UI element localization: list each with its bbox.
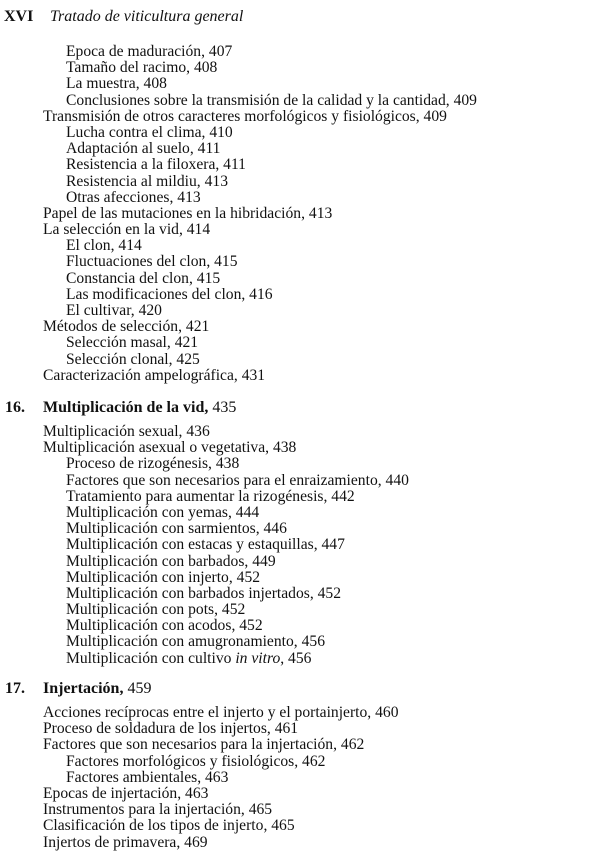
toc-entry-page: 452	[239, 617, 263, 635]
chapter-page: 435	[212, 399, 237, 416]
book-title: Tratado de viticultura general	[50, 8, 244, 25]
toc-entry-page: 409	[453, 91, 477, 109]
toc-entry-page: 413	[308, 204, 333, 222]
toc-entry-title: Resistencia a la filoxera	[66, 156, 216, 174]
toc-entry: Factores ambientales, 463	[66, 768, 229, 786]
toc-entry-title: Multiplicación con sarmientos	[66, 520, 256, 538]
toc-entry: El cultivar, 420	[66, 302, 162, 319]
toc-entry-page: 408	[143, 75, 167, 93]
toc-entry: Factores que son necesarios para el enraizamiento, 440	[66, 471, 409, 489]
toc-entry: Proceso de soldadura de los injertos, 461	[43, 720, 299, 738]
toc-entry-title: Constancia del clon	[66, 269, 189, 287]
toc-entry: Las modificaciones del clon, 416	[66, 285, 273, 303]
toc-entry-title: Adaptación al suelo	[66, 140, 190, 158]
toc-entry: Multiplicación con acodos, 452	[66, 617, 263, 635]
toc-entry-page: 444	[235, 503, 260, 521]
toc-entry: Adaptación al suelo, 411	[66, 140, 221, 158]
toc-entry: Resistencia a la filoxera, 411	[66, 156, 246, 174]
toc-entry-title: Métodos de selección	[43, 318, 179, 336]
toc-entry-title: Epoca de maduración	[66, 43, 202, 60]
toc-entry-page: 409	[423, 107, 447, 125]
toc-entry-title: Otras afecciones	[66, 188, 170, 206]
toc-entry-title: Fluctuaciones del clon	[66, 253, 207, 271]
toc-entry-title: Selección clonal	[66, 350, 169, 368]
toc-entry-page: 416	[249, 285, 273, 303]
toc-entry: Fluctuaciones del clon, 415	[66, 253, 238, 271]
toc-entry: Multiplicación con pots, 452	[66, 601, 246, 619]
toc-chapter-17-list	[0, 705, 600, 851]
toc-entry-page: 456	[288, 649, 312, 667]
toc-entry-page: 421	[174, 334, 199, 352]
toc-entry: Multiplicación asexual o vegetativa, 438	[43, 439, 297, 457]
toc-entry: Multiplicación sexual, 436	[43, 423, 210, 440]
toc-entry-title: La muestra	[66, 75, 136, 93]
toc-entry: Métodos de selección, 421	[43, 318, 210, 336]
toc-entry-page: 460	[375, 704, 399, 721]
toc-entry-title: Factores ambientales	[66, 768, 198, 786]
toc-entry-page: 469	[184, 833, 208, 851]
toc-entry: Multiplicación con cultivo in vitro, 456	[66, 649, 312, 667]
toc-entry: Factores que son necesarios para la injertación, 462	[43, 736, 365, 754]
toc-entry-title: Lucha contra el clima	[66, 123, 202, 141]
toc-entry: Otras afecciones, 413	[66, 188, 201, 206]
toc-entry-title: El cultivar	[66, 302, 131, 319]
toc-entry-title: Factores que son necesarios para el enraizamiento	[66, 471, 378, 489]
toc-entry-title: Instrumentos para la injertación	[43, 801, 241, 819]
chapter-number: 17.	[5, 680, 25, 697]
toc-entry-page: 425	[176, 350, 200, 368]
toc-entry: Proceso de rizogénesis, 438	[66, 455, 240, 473]
toc-entry: Selección clonal, 425	[66, 350, 200, 368]
toc-entry-title: Factores morfológicos y fisiológicos	[66, 752, 295, 770]
toc-entry-title: Proceso de rizogénesis	[66, 455, 209, 473]
toc-entry-page: 452	[317, 584, 341, 602]
toc-entry-title: Multiplicación con pots	[66, 601, 215, 619]
toc-entry-page: 411	[223, 156, 246, 174]
chapter-title: Injertación	[43, 680, 120, 697]
toc-entry-title: Multiplicación asexual o vegetativa	[43, 439, 266, 457]
toc-entry: Multiplicación con yemas, 444	[66, 503, 260, 521]
toc-entry-title: Multiplicación sexual	[43, 423, 179, 440]
chapter-number: 16.	[5, 399, 25, 416]
toc-entry-title-italic: in vitro	[235, 649, 281, 667]
toc-entry-title: Tamaño del racimo	[66, 59, 187, 77]
toc-entry: La selección en la vid, 414	[43, 221, 211, 239]
toc-entry: Multiplicación con injerto, 452	[66, 568, 261, 586]
toc-entry-title: Injertos de primavera	[43, 833, 177, 851]
toc-entry: Instrumentos para la injertación, 465	[43, 801, 273, 819]
toc-entry-page: 414	[118, 237, 142, 255]
chapter-page: 459	[127, 680, 152, 697]
toc-entry: Transmisión de otros caracteres morfológicos y fisiológicos, 409	[43, 107, 447, 125]
toc-entry: Injertos de primavera, 469	[43, 833, 208, 851]
toc-entry: Epocas de injertación, 463	[43, 784, 209, 802]
toc-entry-title: Multiplicación con injerto	[66, 568, 229, 586]
toc-entry-page: 463	[185, 784, 209, 802]
toc-entry-page: 411	[197, 140, 221, 158]
toc-entry: Lucha contra el clima, 410	[66, 123, 233, 141]
toc-entry-page: 410	[209, 123, 233, 141]
toc-entry-page: 407	[208, 43, 233, 60]
toc-entry-page: 452	[236, 568, 261, 586]
toc-entry: Selección masal, 421	[66, 334, 199, 352]
toc-entry: Multiplicación con estacas y estaquillas, 447	[66, 536, 345, 554]
toc-entry-title: Factores que son necesarios para la injertación	[43, 736, 334, 754]
toc-entry-title: Las modificaciones del clon	[66, 285, 242, 303]
toc-entry: Tratamiento para aumentar la rizogénesis, 442	[66, 487, 355, 505]
toc-entry: Conclusiones sobre la transmisión de la calidad y la cantidad, 409	[66, 91, 477, 109]
toc-entry-title: Transmisión de otros caracteres morfológicos y fisiológicos	[43, 107, 416, 125]
toc-entry-page: 420	[138, 302, 162, 319]
toc-entry-page: 438	[215, 455, 240, 473]
toc-entry-page: 431	[241, 366, 266, 384]
toc-continued-list	[0, 44, 600, 384]
toc-entry: Multiplicación con amugronamiento, 456	[66, 633, 325, 651]
toc-entry-page: 413	[177, 188, 201, 206]
toc-entry-title: Multiplicación con barbados	[66, 552, 245, 570]
toc-entry-page: 436	[186, 423, 210, 440]
toc-entry-page: 462	[302, 752, 326, 770]
toc-entry-title: Selección masal	[66, 334, 167, 352]
toc-entry: Clasificación de los tipos de injerto, 465	[43, 817, 295, 835]
toc-entry-page: 446	[263, 520, 287, 538]
toc-entry-page: 456	[301, 633, 325, 651]
toc-entry: Multiplicación con sarmientos, 446	[66, 520, 287, 538]
toc-entry-title: Acciones recíprocas entre el injerto y el portainjerto	[43, 704, 368, 721]
toc-entry-title: Tratamiento para aumentar la rizogénesis	[66, 487, 324, 505]
toc-entry-page: 449	[252, 552, 276, 570]
toc-entry-page: 414	[186, 221, 211, 239]
toc-entry-title: El clon	[66, 237, 111, 255]
toc-entry-title: Multiplicación con barbados injertados	[66, 584, 310, 602]
toc-entry-title: Epocas de injertación	[43, 784, 178, 802]
toc-entry-page: 440	[385, 471, 409, 489]
toc-entry-page: 415	[214, 253, 238, 271]
toc-entry: Caracterización ampelográfica, 431	[43, 366, 266, 384]
page-number: XVI	[4, 8, 34, 25]
toc-entry: La muestra, 408	[66, 75, 167, 93]
running-header	[4, 7, 244, 27]
toc-entry: Tamaño del racimo, 408	[66, 59, 218, 77]
toc-entry-page: 447	[321, 536, 345, 554]
toc-entry-title: Multiplicación con cultivo	[66, 649, 232, 667]
toc-entry-page: 462	[340, 736, 365, 754]
toc-entry-page: 413	[204, 172, 228, 190]
toc-entry: Multiplicación con barbados injertados, 452	[66, 584, 341, 602]
toc-entry-page: 461	[274, 720, 299, 738]
chapter-title: Multiplicación de la vid	[43, 399, 205, 416]
toc-entry-title: Clasificación de los tipos de injerto	[43, 817, 264, 835]
toc-entry: Epoca de maduración, 407	[66, 43, 233, 60]
toc-entry-page: 438	[272, 439, 297, 457]
toc-entry-page: 415	[196, 269, 221, 287]
toc-entry-page: 452	[221, 601, 246, 619]
toc-entry-page: 442	[331, 487, 355, 505]
toc-entry-page: 465	[271, 817, 295, 835]
toc-entry: El clon, 414	[66, 237, 142, 255]
toc-entry: Acciones recíprocas entre el injerto y el portainjerto, 460	[43, 704, 399, 721]
toc-entry: Multiplicación con barbados, 449	[66, 552, 276, 570]
toc-entry-page: 408	[193, 59, 218, 77]
toc-entry: Papel de las mutaciones en la hibridación, 413	[43, 204, 333, 222]
toc-entry-title: Caracterización ampelográfica	[43, 366, 234, 384]
toc-entry-title: Resistencia al mildiu	[66, 172, 197, 190]
toc-entry-title: Multiplicación con amugronamiento	[66, 633, 294, 651]
toc-entry-page: 465	[248, 801, 273, 819]
toc-entry-title: La selección en la vid	[43, 221, 179, 239]
toc-entry: Resistencia al mildiu, 413	[66, 172, 228, 190]
toc-chapter-16-list	[0, 424, 600, 667]
toc-entry-title: Multiplicación con acodos	[66, 617, 232, 635]
toc-entry-title: Multiplicación con estacas y estaquillas	[66, 536, 314, 554]
toc-entry-title: Proceso de soldadura de los injertos	[43, 720, 267, 738]
toc-entry: Factores morfológicos y fisiológicos, 462	[66, 752, 326, 770]
toc-entry-title: Papel de las mutaciones en la hibridación	[43, 204, 302, 222]
toc-entry-title: Multiplicación con yemas	[66, 503, 228, 521]
toc-entry: Constancia del clon, 415	[66, 269, 221, 287]
toc-entry-page: 421	[185, 318, 210, 336]
toc-entry-page: 463	[205, 768, 229, 786]
toc-entry-title: Conclusiones sobre la transmisión de la calidad y la cantidad	[66, 91, 446, 109]
